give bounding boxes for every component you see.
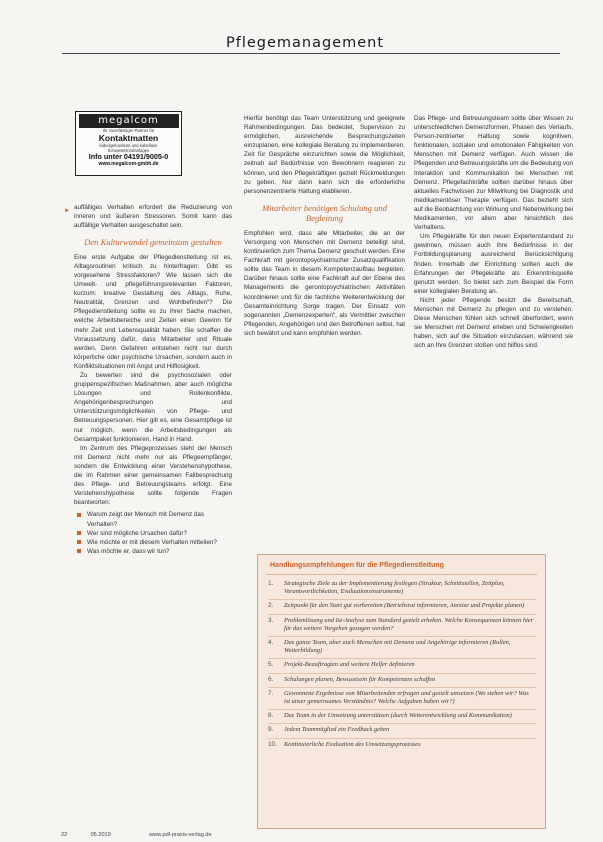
- ad-tagline: Ihr zuverlässiger Partner für: [102, 128, 155, 133]
- item-text: Kontinuierliche Evaluation des Umsetzungsprozesses: [284, 740, 421, 748]
- item-text: Schulungen planen, Bewusstsein für Kompetenzen schaffen: [284, 675, 436, 683]
- item-number: 8.: [268, 712, 274, 720]
- item-text: Zeitpunkt für den Start gut vorbereiten (Betriebsrat informieren, Anreize und Projekte planen): [284, 602, 525, 610]
- ad-subline-2: Schwesternrufanlagen: [107, 148, 150, 153]
- list-item: [268, 674, 536, 688]
- list-item: [268, 600, 536, 614]
- col3-paragraph-2: Um Pflegekräfte für den neuen Expertenstandard zu gewinnen, müssen auch ihre Bedürfnisse in der Fortbildungsplanung ausreichend Berücksichtigung finden. Innerhalb der Einrichtung sollten auch die Erfahrungen der Pflegekräfte als Erkenntnisquelle genutzt werden. So bietet sich zum Beispiel die Form einer kollegialen Beratung an.: [414, 233, 573, 295]
- item-text: Problemlösung und Ist-Analyse zum Standard gezielt erheben. Welche Konsequenzen können hier für das weitere Vorgehen gezogen werden?: [284, 616, 534, 632]
- item-number: 10.: [268, 740, 277, 748]
- list-item: [268, 615, 536, 637]
- recommendations-divider: [266, 574, 537, 575]
- item-text: Projekt-Beauftragten und weitere Helfer definieren: [284, 661, 415, 669]
- ad-subline: kabelgebundene und kabellose: [99, 143, 158, 148]
- recommendations-title: Handlungsempfehlungen für die Pflegedienstleitung: [270, 562, 444, 569]
- recommendations-list: [268, 578, 536, 752]
- list-item: Wie möchte er mit diesem Verhalten mitteilen?: [74, 538, 232, 547]
- continuation-arrow-icon: ►: [64, 208, 70, 214]
- list-item: [268, 724, 536, 738]
- ad-url[interactable]: www.megalcom-gmbh.de: [98, 161, 159, 167]
- advertisement[interactable]: [75, 111, 182, 176]
- item-number: 3.: [268, 616, 274, 624]
- page-title: Pflegemanagement: [225, 35, 385, 51]
- item-number: 9.: [268, 726, 274, 734]
- col3-paragraph-3: Nicht jeder Pflegende besitzt die Bereitschaft, Menschen mit Demenz zu pflegen und zu verstehen. Diese Menschen fühlen sich schnell überfordert, wenn sie Menschen mit Demenz erleben und Schwierigkeiten haben, sich auf die Situation einzulassen, während sie sich an Ihre Grenzen stoßen und hilflos sind.: [414, 296, 573, 350]
- page-footer: [61, 832, 212, 838]
- list-item: [268, 578, 536, 600]
- col3-paragraph-1: Das Pflege- und Betreuungsteam sollte über Wissen zu unterschiedlichen Demenzformen, Phasen des Verlaufs, Person-zentrierter Haltung sowie kognitiven, funktionalen, sozialen und emotionalen Fähigkeiten von Menschen mit Demenz verfügen. Auch wissen die Pflegenden und Betreuungskräfte um die Bedeutung von Interaktion und Kommunikation bei Menschen mit Demenz. Pflegefachkräfte sollten darüber hinaus über aktuelles Fachwissen zur Mitwirkung bei Diagnostik und medikamentöser Therapie verfügen. Das bezieht sich auf die Beobachtung von Wirkung und Nebenwirkung bei Medikamenten, vor allem aber hinsichtlich des Verhaltens.: [414, 115, 573, 232]
- col1-paragraph-1: auffälliges Verhalten erfordert die Reduzierung von inneren und äußeren Stressoren. Somit kann das auffällige Verhalten ausgeschaltet sein.: [74, 204, 232, 230]
- item-number: 4.: [268, 639, 274, 647]
- col2-paragraph-1: Hierfür benötigt das Team Unterstützung und geeignete Rahmenbedingungen. Das bedeutet, Supervision zu ermöglichen, ausreichende Besprechungszeiten einzuplanen, eine kollegiale Beratung zu implementieren. Zeit für Gespräche einzurichten sowie die Möglichkeit, zeitnah auf Bedürfnisse von Bewohnern reagieren zu können, und den Pflegekräftigen gezielt Rückmeldungen zu geben. Nur dann kann sich die erforderliche personenzentrierte Haltung etablieren.: [244, 115, 405, 195]
- col2-subheading: Mitarbeiter benötigen Schulung und Begleitung: [262, 202, 387, 224]
- footer-url[interactable]: www.pdl-praxis-verlag.de: [149, 832, 212, 838]
- item-text: Das Team in der Umsetzung unterstützen (durch Weiterentwicklung und Kommunikation): [284, 712, 512, 720]
- col1-paragraph-2: Eine erste Aufgabe der Pflegedienstleitung ist es, Alltagsroutinen kritisch zu hinterfragen: Gibt es vorgesehene Stressfaktoren? Wie lassen sich die Umwelt- und pflegeführungsrelevanten Faktoren, kurzum: kreative Gestaltung des Alltags, Ruhe, Neutralität, Grenzen und Wohlbefinden“? Die Pflegedienstleitung sollte es zu ihrer Sache machen, welche Arbeitsbereiche und Zeiten einen Gewinn für mehr Zeit und Lebensqualität haben. Sie schaffen die Voraussetzung dafür, dass Mitarbeiter und Rituale werden. Denn Gefahren entstehen nicht nur durch körperliche oder psychische Ursachen, sondern auch in Konfliktsituationen mit Angst und Hilflosigkeit.: [74, 253, 232, 370]
- column-1: [74, 203, 232, 556]
- item-text: Gewonnene Ergebnisse von Mitarbeitenden erfragen und gezielt umsetzen (Wo stehen wir? Was ist unser gemeinsames Verständnis? Welche Aufgaben haben wir?): [284, 689, 529, 706]
- list-item: [268, 659, 536, 673]
- column-2: [244, 114, 405, 338]
- list-item: [268, 739, 536, 752]
- list-item: Was möchte er, dass wir tun?: [74, 547, 232, 556]
- list-item: [268, 637, 536, 659]
- ad-phone: Info unter 04191/9005-0: [88, 152, 169, 161]
- col2-paragraph-2: Empfohlen wird, dass alle Mitarbeiter, die an der Versorgung von Menschen mit Demenz beteiligt sind, kontinuierlich zum Thema Demenz geschult werden. Eine Fachkraft mit gerontopsychiatrischer Zusatzqualifikation sollte das Team in diesem Kompetenzaufbau begleiten. Darüber hinaus sollte eine Fachkraft auf der Ebene des Managements die gerontopsychiatrischen Aktivitäten koordinieren und für die fachliche Weiterentwicklung der Gesamteinrichtung Sorge tragen. Der Einsatz von sogenannten „Demenzexperten“, als Vermittler zwischen Pflegenden, Angehörigen und den Betroffenen selbst, hat sich bewährt und kann empfohlen werden.: [244, 229, 405, 337]
- item-number: 5.: [268, 661, 274, 669]
- item-number: 1.: [268, 580, 274, 587]
- col1-paragraph-4: Im Zentrum des Pflegeprozesses steht der Mensch mit Demenz nicht mehr nur als Pflegeempfänger, sondern die Entwicklung einer Verstehenshypothese, die im Rahmen einer gemeinsamen Fallbesprechung des Pflege- und Betreuungsteams erfolgt. Eine Verstehenshypothese sollte folgende Fragen beantworten:: [74, 444, 232, 507]
- header-divider: [62, 53, 560, 54]
- column-3: [414, 114, 573, 350]
- list-item: Wer sind mögliche Ursachen dafür?: [74, 529, 232, 538]
- col1-subheading: Den Kulturwandel gemeinsam gestalten: [84, 237, 222, 248]
- item-number: 7.: [268, 689, 274, 697]
- list-item: [268, 688, 536, 710]
- issue-date: 05.2019: [90, 832, 111, 838]
- item-text: Das ganze Team, aber auch Menschen mit Demenz und Angehörige informieren (Rollen, Weiterbildung): [284, 639, 511, 655]
- list-item: Warum zeigt der Mensch mit Demenz das Verhalten?: [74, 510, 232, 528]
- ad-headline: Kontaktmatten: [98, 133, 159, 143]
- page-number: 22: [61, 832, 68, 838]
- item-number: 2.: [268, 602, 274, 610]
- recommendations-box: [257, 554, 546, 829]
- item-number: 6.: [268, 675, 274, 683]
- col1-bullet-list: [74, 510, 232, 555]
- list-item: [268, 710, 536, 724]
- item-text: Jedem Teammitglied ein Feedback geben: [284, 726, 390, 734]
- ad-logo: megalcom: [79, 114, 179, 128]
- col1-paragraph-3: Zu bewerten sind die psychosozialen oder gruppenspezifischen Maßnahmen, aber auch mögliche Lösungen und Rollenkonflikte, Angehörigenbesprechungen und Unterstützungsmöglichkeiten von Pflege- und Betreuungspersonen. Hier gilt es, eine Gesamtpflege ist nur möglich, wenn die Arbeitsbedingungen als Gesamtpaket funktionieren, Hand in Hand.: [74, 372, 232, 443]
- item-text: Strategische Ziele zu der Implementierung festlegen (Struktur, Schnittstellen, Zeitplan, Verantwortlichkeiten, Evaluationsinstrumente): [284, 580, 505, 596]
